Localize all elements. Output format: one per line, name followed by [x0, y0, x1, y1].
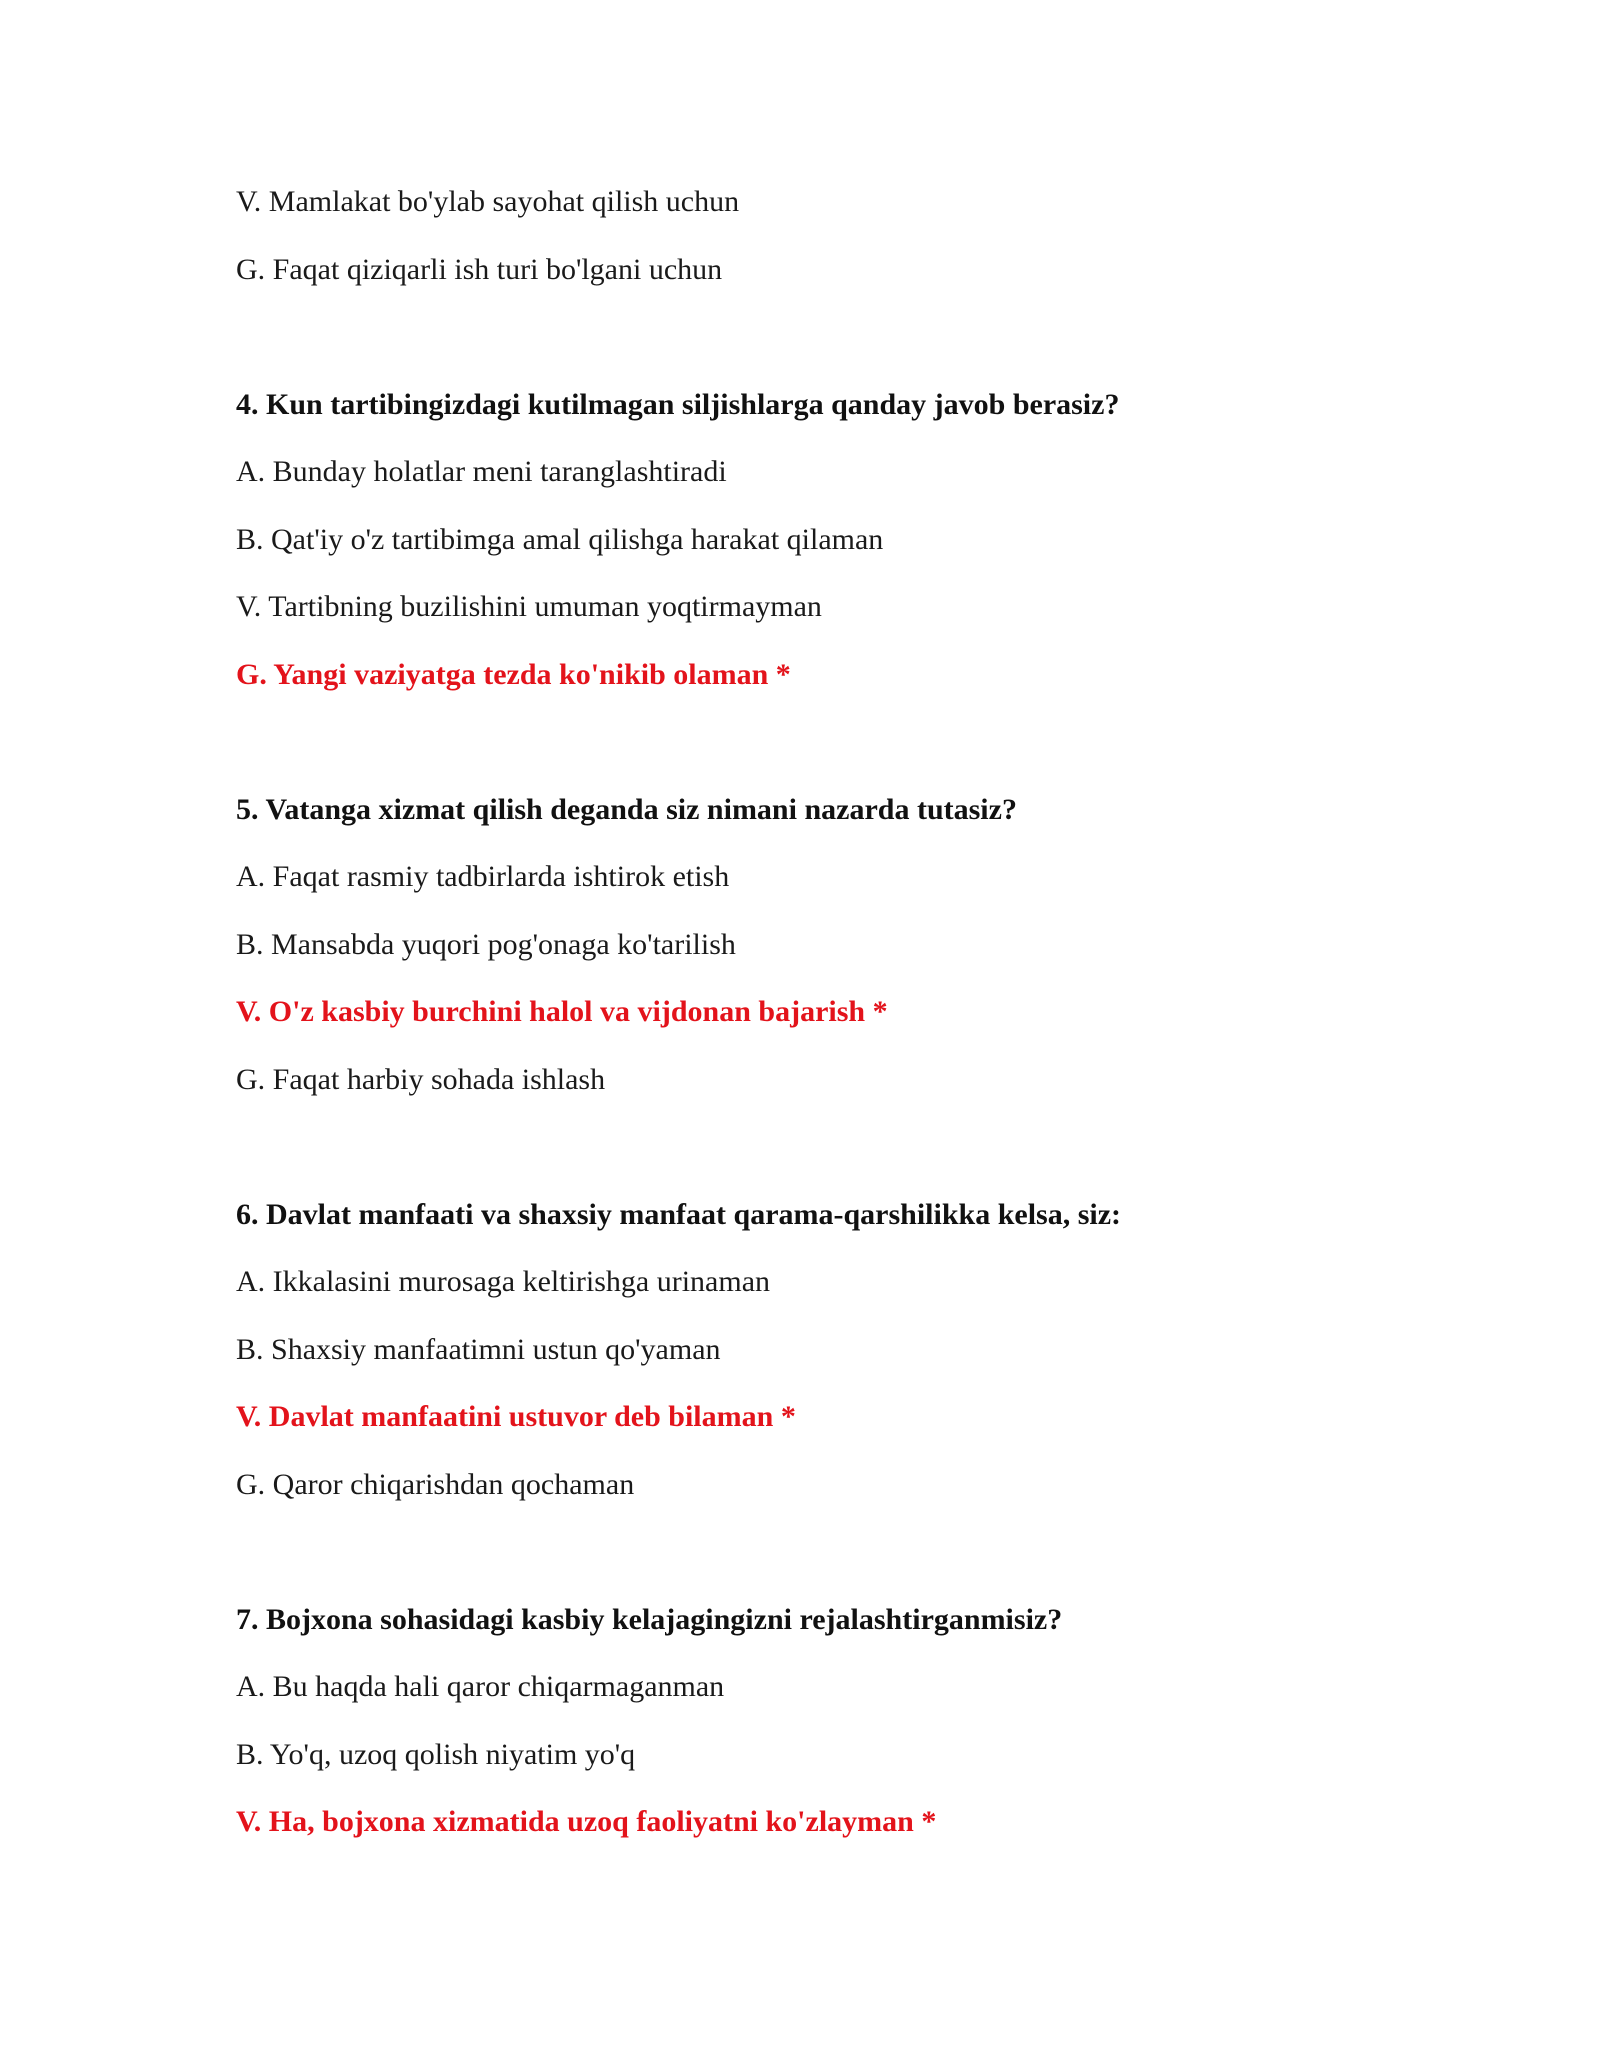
answer-option: A. Bunday holatlar meni taranglashtiradi — [236, 455, 727, 488]
block-spacer — [236, 722, 1476, 790]
answer-option: A. Ikkalasini murosaga keltirishga urinaman — [236, 1265, 771, 1298]
question-text: 5. Vatanga xizmat qilish deganda siz nimani nazarda tutasiz? — [236, 792, 1017, 826]
question-block-4 — [236, 385, 1476, 695]
answer-option: B. Yo'q, uzoq qolish niyatim yo'q — [236, 1737, 636, 1771]
question-text: 6. Davlat manfaati va shaxsiy manfaat qarama-qarshilikka kelsa, siz: — [236, 1197, 1122, 1231]
block-spacer — [236, 1532, 1476, 1600]
question-block-5 — [236, 790, 1476, 1100]
question-block-6 — [236, 1195, 1476, 1505]
answer-option: A. Bu haqda hali qaror chiqarmaganman — [236, 1670, 725, 1703]
correct-answer-option: V. Davlat manfaatini ustuvor deb bilaman * — [236, 1400, 796, 1433]
question-block-3-partial — [236, 182, 1476, 290]
block-spacer — [236, 1127, 1476, 1195]
quiz-content — [236, 182, 1476, 1870]
correct-answer-option: V. Ha, bojxona xizmatida uzoq faoliyatni ko'zlayman * — [236, 1805, 937, 1838]
question-text: 7. Bojxona sohasidagi kasbiy kelajagingizni rejalashtirganmisiz? — [236, 1602, 1063, 1636]
answer-option: V. Tartibning buzilishini umuman yoqtirmayman — [236, 590, 822, 623]
answer-option: B. Mansabda yuqori pog'onaga ko'tarilish — [236, 927, 736, 961]
answer-option: B. Shaxsiy manfaatimni ustun qo'yaman — [236, 1332, 721, 1366]
correct-answer-option: G. Yangi vaziyatga tezda ko'nikib olaman * — [236, 657, 791, 691]
question-text: 4. Kun tartibingizdagi kutilmagan siljishlarga qanday javob berasiz? — [236, 387, 1120, 421]
answer-option: G. Faqat qiziqarli ish turi bo'lgani uchun — [236, 252, 723, 286]
block-spacer — [236, 317, 1476, 385]
answer-option: V. Mamlakat bo'ylab sayohat qilish uchun — [236, 185, 740, 218]
answer-option: G. Qaror chiqarishdan qochaman — [236, 1467, 635, 1501]
answer-option: G. Faqat harbiy sohada ishlash — [236, 1062, 606, 1096]
answer-option: B. Qat'iy o'z tartibimga amal qilishga harakat qilaman — [236, 522, 884, 556]
question-block-7 — [236, 1600, 1476, 1843]
answer-option: A. Faqat rasmiy tadbirlarda ishtirok etish — [236, 860, 730, 893]
correct-answer-option: V. O'z kasbiy burchini halol va vijdonan bajarish * — [236, 995, 888, 1028]
